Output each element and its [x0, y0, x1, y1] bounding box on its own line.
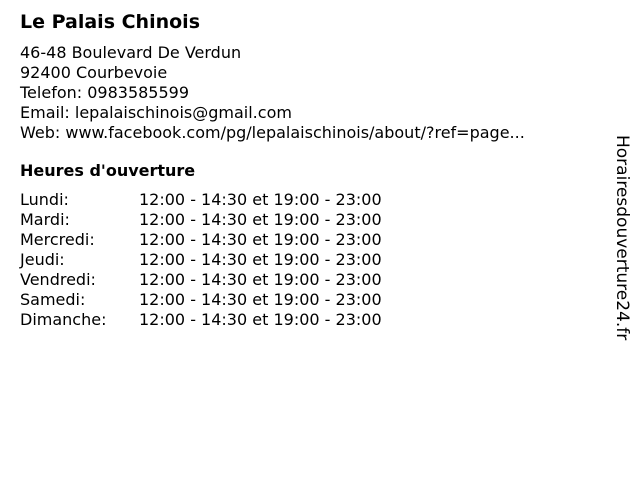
- hours-row-wednesday: [20, 230, 600, 250]
- day-times: 12:00 - 14:30 et 19:00 - 23:00: [139, 270, 382, 289]
- day-label: Lundi:: [20, 190, 69, 209]
- phone-number: Telefon: 0983585599: [20, 83, 190, 102]
- day-times: 12:00 - 14:30 et 19:00 - 23:00: [139, 230, 382, 249]
- address-city: 92400 Courbevoie: [20, 63, 168, 82]
- hours-row-thursday: [20, 250, 600, 270]
- day-label: Mercredi:: [20, 230, 95, 249]
- website-link[interactable]: www.facebook.com/pg/lepalaischinois/about/?ref=page...: [65, 123, 525, 142]
- day-label: Mardi:: [20, 210, 70, 229]
- opening-hours-table: [20, 190, 600, 330]
- restaurant-name: Le Palais Chinois: [20, 11, 200, 33]
- hours-row-sunday: [20, 310, 600, 330]
- day-label: Samedi:: [20, 290, 86, 309]
- day-times: 12:00 - 14:30 et 19:00 - 23:00: [139, 190, 382, 209]
- site-watermark: Horairesdouverture24.fr: [612, 135, 632, 341]
- email-address: Email: lepalaischinois@gmail.com: [20, 103, 292, 122]
- hours-row-friday: [20, 270, 600, 290]
- restaurant-card: [20, 10, 600, 330]
- day-times: 12:00 - 14:30 et 19:00 - 23:00: [139, 210, 382, 229]
- day-times: 12:00 - 14:30 et 19:00 - 23:00: [139, 250, 382, 269]
- hours-row-tuesday: [20, 210, 600, 230]
- website-line: [20, 123, 600, 143]
- hours-row-monday: [20, 190, 600, 210]
- day-label: Jeudi:: [20, 250, 65, 269]
- hours-row-saturday: [20, 290, 600, 310]
- day-label: Vendredi:: [20, 270, 96, 289]
- day-times: 12:00 - 14:30 et 19:00 - 23:00: [139, 310, 382, 329]
- address-street: 46-48 Boulevard De Verdun: [20, 43, 242, 62]
- opening-hours-heading: Heures d'ouverture: [20, 161, 196, 180]
- day-times: 12:00 - 14:30 et 19:00 - 23:00: [139, 290, 382, 309]
- website-label: Web:: [20, 123, 66, 142]
- day-label: Dimanche:: [20, 310, 107, 329]
